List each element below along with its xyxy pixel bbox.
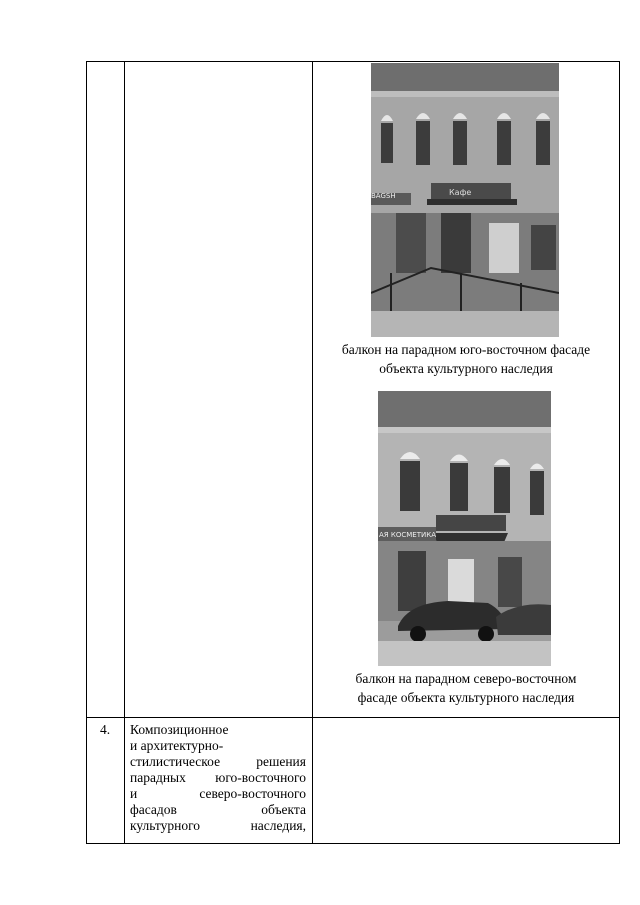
desc-line-5: и северо-восточного <box>130 786 306 801</box>
column-divider-2 <box>312 61 313 844</box>
desc-line-6: фасадов объекта <box>130 802 306 817</box>
desc-line-2: и архитектурно- <box>130 738 224 753</box>
photo-southeast-facade-balcony <box>371 63 559 337</box>
row-number: 4. <box>99 722 111 737</box>
cafe-sign-text: Кафе <box>449 188 472 197</box>
shop-signage-text: BAGSH <box>371 192 396 200</box>
caption-1-line-2: объекта культурного наследия <box>379 361 553 376</box>
row-divider <box>86 717 620 718</box>
table-right-border <box>619 61 620 844</box>
photo-northeast-facade-balcony <box>378 391 551 666</box>
column-divider-1 <box>124 61 125 844</box>
desc-line-7: культурного наследия, <box>130 818 306 833</box>
desc-line-3: стилистическое решения <box>130 754 306 769</box>
caption-2-line-2: фасаде объекта культурного наследия <box>357 690 575 705</box>
building-facade-graphic-2 <box>378 391 551 666</box>
building-facade-graphic <box>371 63 559 337</box>
table-bottom-border <box>86 843 620 844</box>
shop-signage-text-2: АЯ КОСМЕТИКА <box>379 531 436 539</box>
desc-line-1: Композиционное <box>130 722 229 737</box>
table-top-border <box>86 61 620 62</box>
desc-line-4: парадных юго-восточного <box>130 770 306 785</box>
caption-2-line-1: балкон на парадном северо-восточном <box>355 671 577 686</box>
caption-photo-2 <box>313 669 619 707</box>
caption-photo-1 <box>313 340 619 378</box>
caption-1-line-1: балкон на парадном юго-восточном фасаде <box>341 342 591 357</box>
row-4-description <box>130 722 306 834</box>
